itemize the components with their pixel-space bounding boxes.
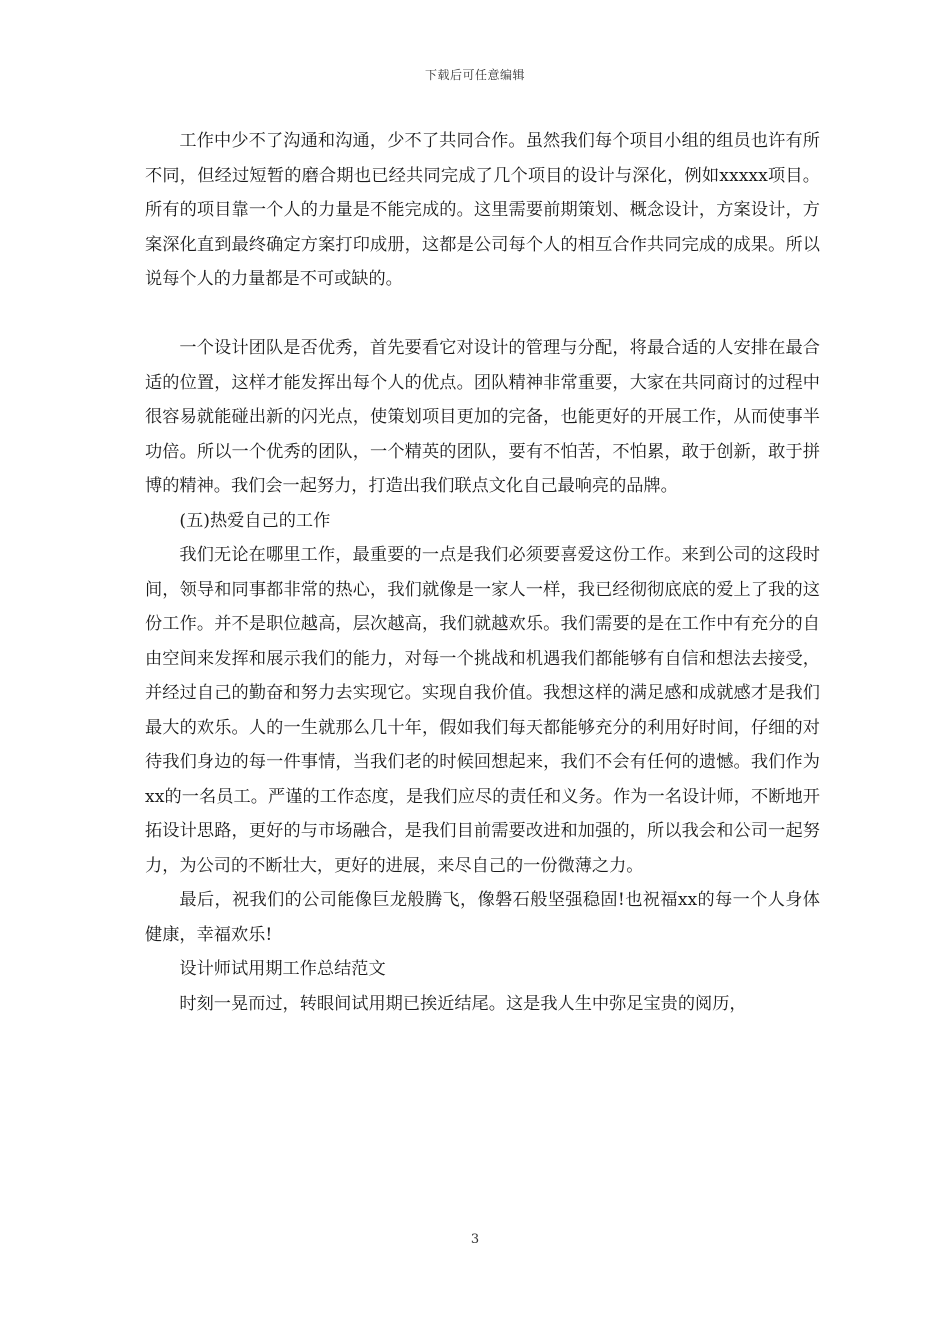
paragraph-design-team: 一个设计团队是否优秀，首先要看它对设计的管理与分配，将最合适的人安排在最合适的位置，这样才能发挥出每个人的优点。团队精神非常重要，大家在共同商讨的过程中很容易就能碰出新的闪光点，使策划项目更加的完备，也能更好的开展工作，从而使事半功倍。所以一个优秀的团队，一个精英的团队，要有不怕苦，不怕累，敢于创新，敢于拼博的精神。我们会一起努力，打造出我们联点文化自己最响亮的品牌。 — [145, 338, 820, 496]
paragraph-gap — [145, 297, 820, 332]
section-heading-love-work: (五)热爱自己的工作 — [179, 510, 331, 531]
paragraph-teamwork: 工作中少不了沟通和沟通，少不了共同合作。虽然我们每个项目小组的组员也许有所不同，但经过短暂的磨合期也已经共同完成了几个项目的设计与深化，例如xxxxx项目。所有的项目靠一个人的力量是不能完成的。这里需要前期策划、概念设计，方案设计，方案深化直到最终确定方案打印成册，这都是公司每个人的相互合作共同完成的成果。所以说每个人的力量都是不可或缺的。 — [145, 131, 820, 289]
paragraph-closing-wishes: 最后，祝我们的公司能像巨龙般腾飞，像磐石般坚强稳固!也祝福xx的每一个人身体健康，幸福欢乐! — [145, 890, 820, 945]
section-heading-probation-summary: 设计师试用期工作总结范文 — [179, 959, 386, 979]
page-header-note: 下载后可任意编辑 — [424, 68, 525, 82]
paragraph-probation-intro: 时刻一晃而过，转眼间试用期已挨近结尾。这是我人生中弥足宝贵的阅历， — [179, 993, 747, 1014]
paragraph-love-work: 我们无论在哪里工作，最重要的一点是我们必须要喜爱这份工作。来到公司的这段时间，领导和同事都非常的热心，我们就像是一家人一样，我已经彻彻底底的爱上了我的这份工作。并不是职位越高，层次越高，我们就越欢乐。我们需要的是在工作中有充分的自由空间来发挥和展示我们的能力，对每一个挑战和机遇我们都能够有自信和想法去接受，并经过自己的勤奋和努力去实现它。实现自我价值。我想这样的满足感和成就感才是我们最大的欢乐。人的一生就那么几十年，假如我们每天都能够充分的利用好时间，仔细的对待我们身边的每一件事情，当我们老的时候回想起来，我们不会有任何的遗憾。我们作为xx的一名员工。严谨的工作态度，是我们应尽的责任和义务。作为一名设计师，不断地开拓设计思路，更好的与市场融合，是我们目前需要改进和加强的，所以我会和公司一起努力，为公司的不断壮大，更好的进展，来尽自己的一份微薄之力。 — [145, 545, 820, 876]
document-body — [145, 124, 820, 1021]
page-number: 3 — [470, 1232, 480, 1247]
